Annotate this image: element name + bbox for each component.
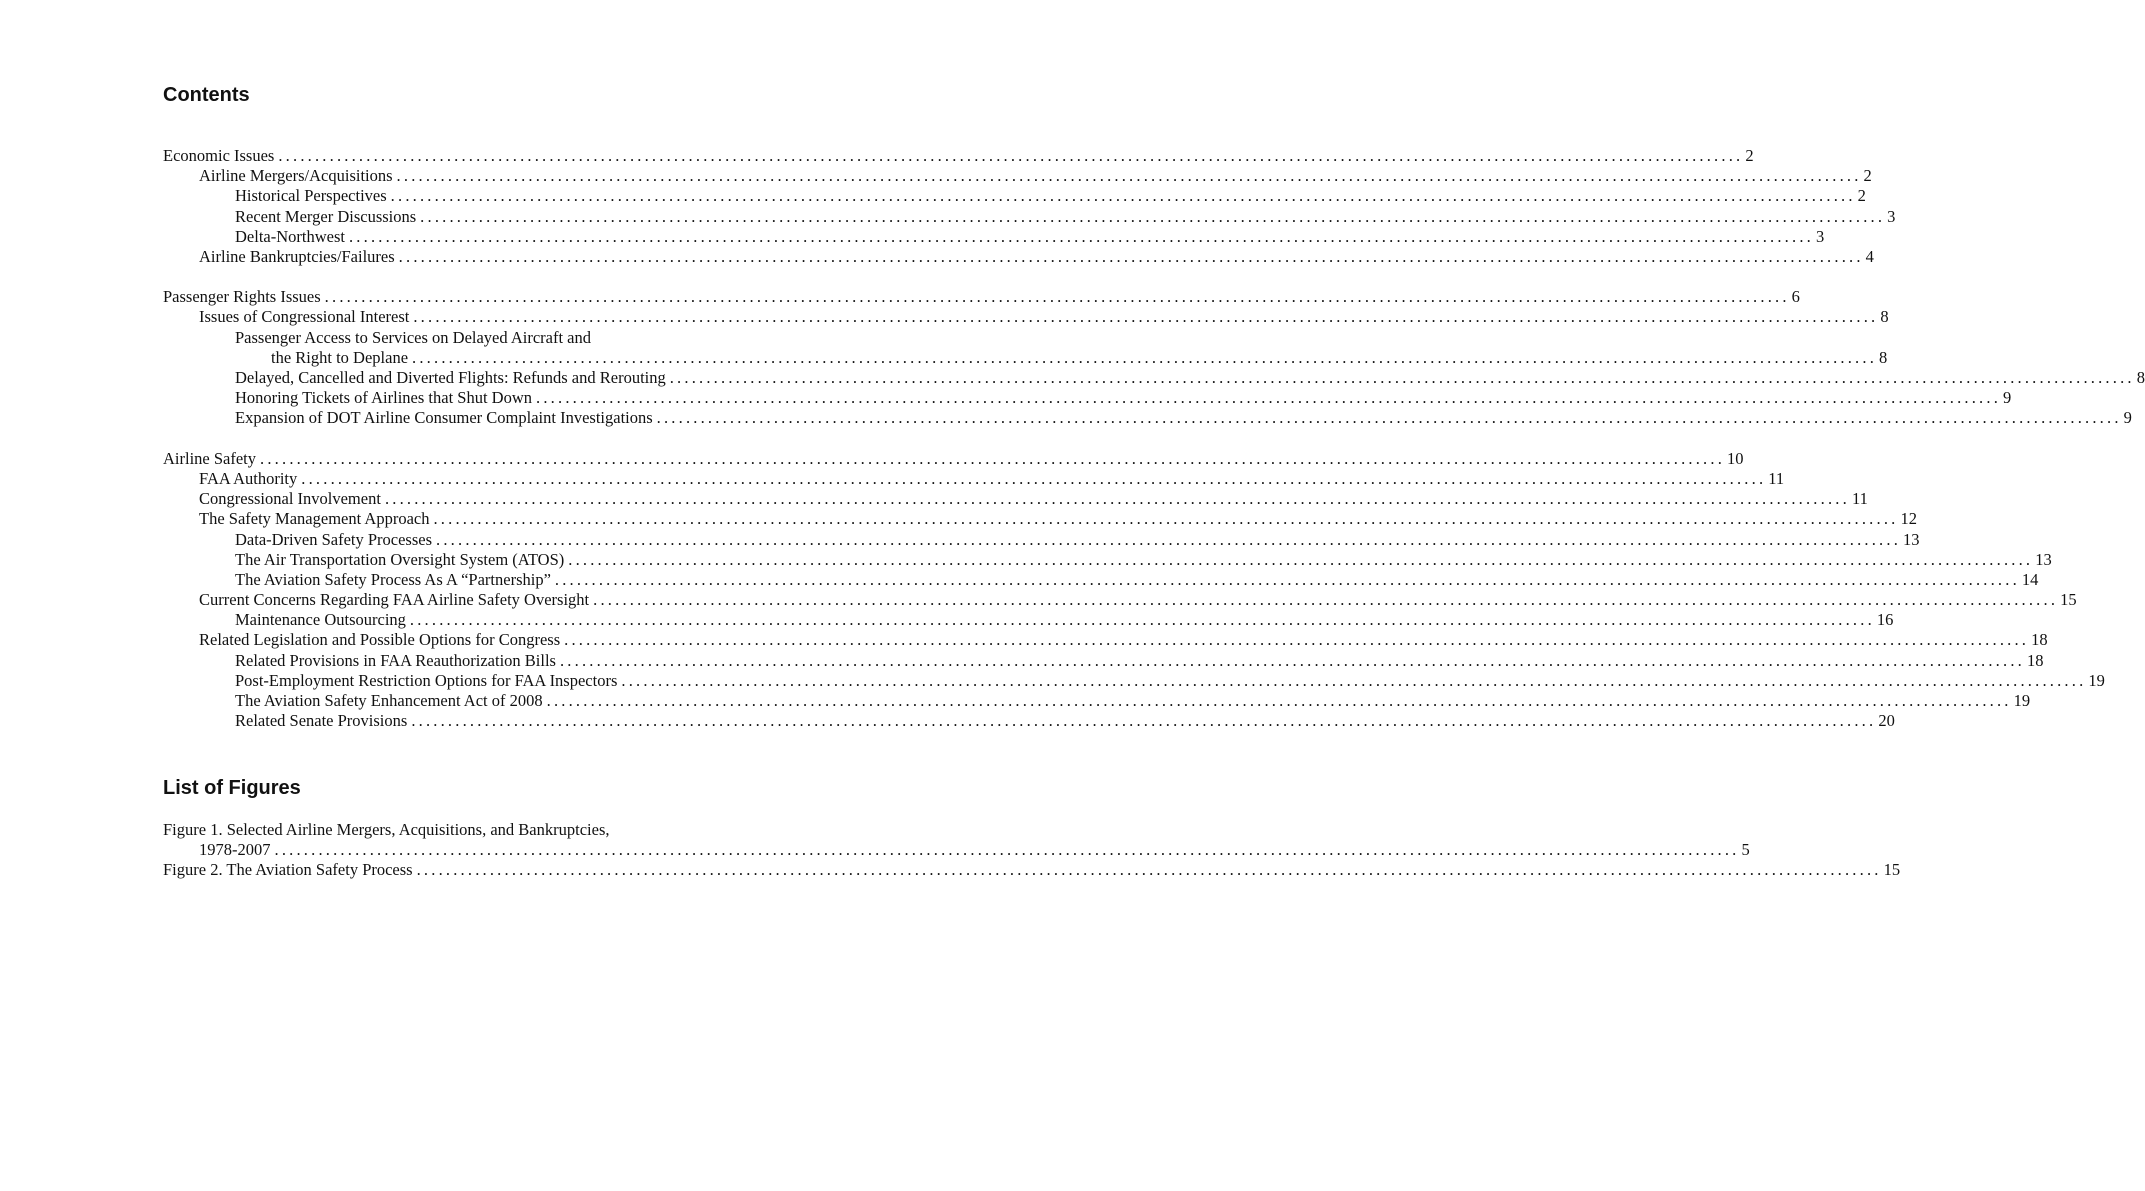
dot-leader: ........................................................................................................................................................................................................ (384, 489, 1850, 509)
toc-entry[interactable] (163, 388, 2012, 408)
toc-page-number: 19 (2088, 670, 2105, 690)
toc-page-number: 18 (2031, 630, 2048, 650)
dot-leader: ........................................................................................................................................................................................................ (420, 206, 1886, 226)
toc-page-number: 2 (1857, 186, 1866, 206)
figure-entry-multiline[interactable] (163, 820, 1750, 860)
toc-entry-label: Honoring Tickets of Airlines that Shut Down (235, 388, 533, 408)
toc-page-number: 8 (1880, 307, 1889, 327)
figure-entry-label: Figure 1. Selected Airline Mergers, Acquisitions, and Bankruptcies, (163, 820, 610, 839)
toc-entry-label: Data-Driven Safety Processes (235, 529, 433, 549)
toc-entry-label: Airline Bankruptcies/Failures (199, 246, 395, 266)
dot-leader: ........................................................................................................................................................................................................ (348, 226, 1814, 246)
toc-page-number: 10 (1727, 448, 1744, 468)
dot-leader: ........................................................................................................................................................................................................ (301, 468, 1767, 488)
toc-entry[interactable] (163, 610, 1894, 630)
toc-page-number: 6 (1791, 287, 1800, 307)
dot-leader: ........................................................................................................................................................................................................ (656, 408, 2122, 428)
contents-heading: Contents (163, 84, 250, 106)
toc-entry[interactable] (163, 509, 1917, 529)
toc-entry[interactable] (163, 650, 2044, 671)
toc-entry-label: the Right to Deplane (271, 347, 409, 367)
dot-leader: ........................................................................................................................................................................................................ (411, 711, 1877, 731)
toc-entry[interactable] (163, 630, 2048, 651)
toc-entry-label: Related Legislation and Possible Options for Congress (199, 630, 561, 650)
toc-entry[interactable] (163, 549, 2052, 570)
toc-page-number: 4 (1865, 246, 1874, 266)
dot-leader: ........................................................................................................................................................................................................ (409, 610, 1875, 630)
toc-entry-label: Related Senate Provisions (235, 711, 408, 731)
toc-page-number: 18 (2026, 650, 2044, 670)
toc-page-number: 16 (1876, 610, 1894, 630)
toc-entry-label: Delayed, Cancelled and Diverted Flights: Refunds and Rerouting (235, 368, 666, 388)
dot-leader: ........................................................................................................................................................................................................ (278, 145, 1744, 165)
figure-page-number: 15 (1883, 860, 1901, 880)
toc-entry-label: Airline Mergers/Acquisitions (199, 166, 393, 186)
section-gap (163, 267, 758, 287)
toc-entry-label: Delta-Northwest (235, 226, 345, 246)
toc-page-number: 13 (1903, 529, 1920, 549)
toc-entry-label: The Aviation Safety Enhancement Act of 2008 (235, 691, 543, 711)
toc-entry[interactable] (163, 489, 1868, 509)
figure-entry-label: Figure 2. The Aviation Safety Process (163, 860, 413, 880)
dot-leader: ........................................................................................................................................................................................................ (546, 691, 2012, 711)
dot-leader: ........................................................................................................................................................................................................ (396, 166, 1862, 186)
toc-entry-label: Historical Perspectives (235, 186, 387, 206)
toc-entry-continuation (163, 347, 1888, 368)
toc-page-number: 3 (1887, 206, 1896, 226)
toc-entry-label: Issues of Congressional Interest (199, 307, 410, 327)
toc-entry[interactable] (163, 468, 1785, 489)
toc-page-number: 9 (2123, 408, 2132, 428)
figure-entry-continuation (163, 840, 1750, 860)
toc-entry-label: The Safety Management Approach (199, 509, 430, 529)
toc-entry-label: Current Concerns Regarding FAA Airline Safety Oversight (199, 590, 590, 610)
dot-leader: ........................................................................................................................................................................................................ (554, 569, 2020, 589)
toc-entry-label: Passenger Rights Issues (163, 287, 321, 307)
toc-page-number: 15 (2060, 590, 2077, 610)
toc-entry[interactable] (163, 691, 2031, 711)
dot-leader: ........................................................................................................................................................................................................ (436, 529, 1902, 549)
figure-entry-label: 1978-2007 (199, 840, 271, 860)
toc-page-number: 11 (1768, 468, 1785, 488)
toc-entry[interactable] (163, 448, 1744, 469)
toc-entry[interactable] (163, 145, 1754, 166)
toc-entry-label: Passenger Access to Services on Delayed Aircraft and (235, 327, 592, 347)
dot-leader: ........................................................................................................................................................................................................ (564, 630, 2030, 650)
figure-entry[interactable] (163, 860, 1901, 880)
dot-leader: ........................................................................................................................................................................................................ (568, 549, 2034, 569)
toc-page-number: 8 (2136, 368, 2145, 388)
table-of-contents (163, 145, 2145, 731)
dot-leader: ........................................................................................................................................................................................................ (324, 287, 1790, 307)
dot-leader: ........................................................................................................................................................................................................ (260, 448, 1726, 468)
toc-page-number: 11 (1851, 489, 1868, 509)
toc-page-number: 20 (1878, 711, 1895, 731)
toc-entry[interactable] (163, 206, 1896, 227)
toc-entry-label: Airline Safety (163, 448, 257, 468)
toc-entry[interactable] (163, 590, 2077, 610)
toc-entry[interactable] (163, 711, 1895, 731)
figure-page-number: 5 (1741, 840, 1750, 860)
dot-leader: ........................................................................................................................................................................................................ (593, 590, 2059, 610)
dot-leader: ........................................................................................................................................................................................................ (559, 650, 2025, 670)
toc-entry[interactable] (163, 246, 1874, 267)
section-gap (163, 429, 758, 449)
toc-page-number: 2 (1863, 166, 1872, 186)
dot-leader: ........................................................................................................................................................................................................ (274, 840, 1740, 860)
toc-entry-label: Related Provisions in FAA Reauthorization Bills (235, 650, 556, 670)
dot-leader: ........................................................................................................................................................................................................ (669, 368, 2135, 388)
toc-entry-label: Maintenance Outsourcing (235, 610, 406, 630)
toc-entry[interactable] (163, 287, 1800, 307)
dot-leader: ........................................................................................................................................................................................................ (621, 670, 2087, 690)
toc-entry[interactable] (163, 529, 1920, 550)
toc-entry[interactable] (163, 569, 2039, 590)
toc-entry-label: FAA Authority (199, 468, 298, 488)
list-of-figures-heading: List of Figures (163, 777, 301, 799)
toc-page-number: 12 (1900, 509, 1917, 529)
toc-entry-label: Recent Merger Discussions (235, 206, 417, 226)
toc-entry-label: Congressional Involvement (199, 489, 381, 509)
toc-entry[interactable] (163, 226, 1825, 247)
toc-page-number: 19 (2013, 691, 2031, 711)
toc-entry[interactable] (163, 186, 1866, 206)
toc-entry[interactable] (163, 670, 2105, 691)
toc-entry-multiline[interactable] (163, 327, 1888, 368)
list-of-figures (163, 820, 1901, 881)
toc-entry-label: Post-Employment Restriction Options for FAA Inspectors (235, 670, 618, 690)
dot-leader: ........................................................................................................................................................................................................ (416, 860, 1882, 880)
dot-leader: ........................................................................................................................................................................................................ (398, 246, 1864, 266)
dot-leader: ........................................................................................................................................................................................................ (413, 307, 1879, 327)
toc-entry[interactable] (163, 368, 2145, 388)
dot-leader: ........................................................................................................................................................................................................ (536, 388, 2002, 408)
toc-page-number: 14 (2021, 569, 2039, 589)
toc-page-number: 3 (1815, 226, 1825, 246)
toc-entry-label: The Aviation Safety Process As A “Partnership” (235, 569, 551, 589)
toc-entry[interactable] (163, 408, 2132, 428)
toc-entry-label: Economic Issues (163, 145, 275, 165)
toc-entry[interactable] (163, 166, 1872, 186)
toc-entry[interactable] (163, 307, 1889, 328)
toc-page-number: 8 (1879, 347, 1888, 367)
dot-leader: ........................................................................................................................................................................................................ (412, 347, 1878, 367)
toc-page-number: 9 (2003, 388, 2012, 408)
dot-leader: ........................................................................................................................................................................................................ (433, 509, 1899, 529)
dot-leader: ........................................................................................................................................................................................................ (390, 186, 1856, 206)
toc-entry-label: The Air Transportation Oversight System (ATOS) (235, 549, 565, 569)
toc-page-number: 13 (2035, 549, 2052, 569)
toc-entry-label: Expansion of DOT Airline Consumer Complaint Investigations (235, 408, 653, 428)
toc-page-number: 2 (1745, 145, 1754, 165)
